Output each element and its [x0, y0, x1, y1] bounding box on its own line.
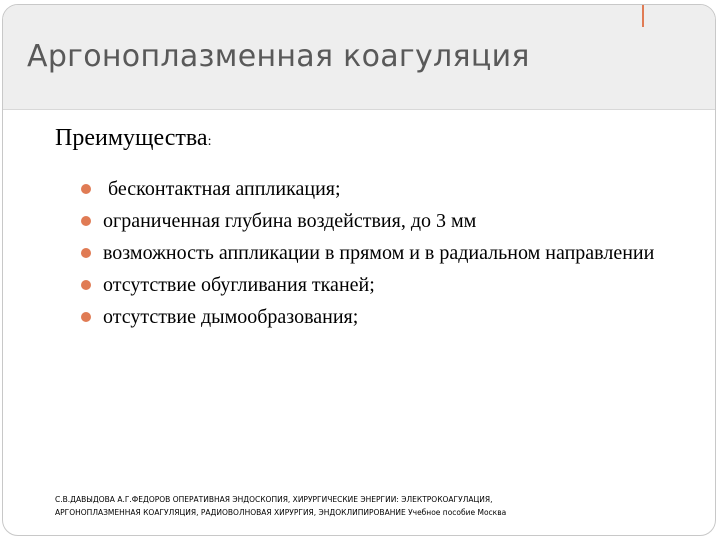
bullet-item	[81, 239, 681, 267]
bullet-dot-icon	[81, 216, 91, 226]
bullet-dot-icon	[81, 248, 91, 258]
accent-line	[642, 5, 644, 27]
subheading-text: Преимущества	[55, 125, 208, 151]
bullet-dot-icon	[81, 280, 91, 290]
bullet-item	[81, 271, 681, 299]
bullet-dot-icon	[81, 312, 91, 322]
slide-title: Аргоноплазменная коагуляция	[27, 39, 530, 74]
footer-citation	[55, 493, 615, 519]
bullet-text: возможность аппликации в прямом и в радиальном направлении	[103, 242, 655, 264]
bullet-item	[81, 303, 681, 331]
bullet-text: отсутствие обугливания тканей;	[103, 274, 375, 296]
footer-line-1: С.В.ДАВЫДОВА А.Г.ФЕДОРОВ ОПЕРАТИВНАЯ ЭНДОСКОПИЯ, ХИРУРГИЧЕСКИЕ ЭНЕРГИИ: ЭЛЕКТРОКОАГУЛАЦИЯ,	[55, 495, 493, 504]
subheading	[55, 125, 211, 152]
bullet-text: бесконтактная аппликация;	[103, 178, 341, 200]
bullet-text: отсутствие дымообразования;	[103, 306, 359, 328]
bullet-dot-icon	[81, 184, 91, 194]
title-bar	[3, 5, 715, 110]
footer-line-2: АРГОНОПЛАЗМЕННАЯ КОАГУЛЯЦИЯ, РАДИОВОЛНОВАЯ ХИРУРГИЯ, ЭНДОКЛИПИРОВАНИЕ Учебное пособие Москва	[55, 508, 507, 517]
bullet-list	[81, 175, 681, 335]
subheading-colon: :	[207, 134, 212, 149]
bullet-item	[81, 207, 681, 235]
bullet-item	[81, 175, 681, 203]
bullet-text: ограниченная глубина воздействия, до 3 мм	[103, 210, 477, 232]
slide	[2, 4, 716, 536]
